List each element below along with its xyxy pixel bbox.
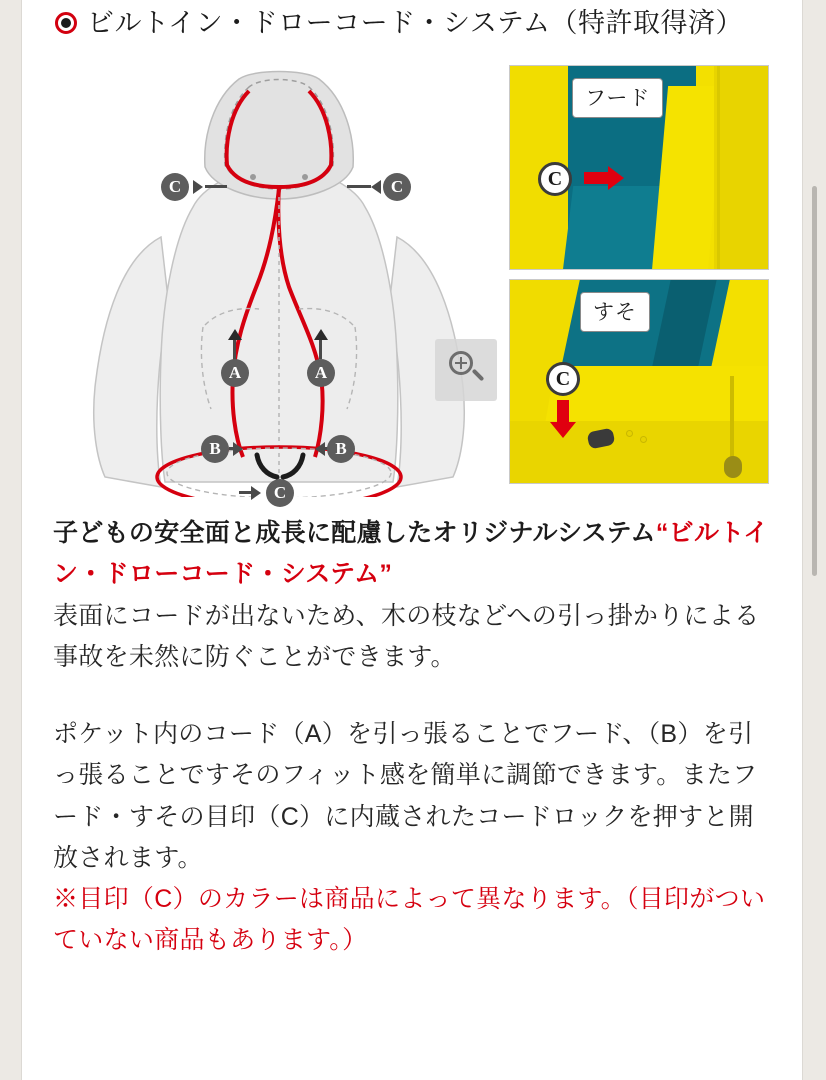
lead-plain-text: 子どもの安全面と成長に配慮したオリジナルシステム bbox=[53, 519, 656, 548]
body-text-block bbox=[53, 513, 772, 962]
diagram-tick-hood-left bbox=[205, 185, 227, 188]
lead-red-text: ビルトイン・ドローコード・システム bbox=[53, 519, 769, 589]
page-gutter-left bbox=[0, 0, 22, 1080]
diagram-arrow-hood-right-icon bbox=[371, 180, 381, 194]
diagram-arrow-a-left-icon bbox=[228, 329, 242, 340]
lead-quote-close: ” bbox=[379, 560, 393, 589]
diagram-marker-a-left: A bbox=[221, 359, 249, 387]
figure-row bbox=[53, 57, 772, 503]
diagram-arrow-c-hem-icon bbox=[251, 486, 261, 500]
photo-hood-marker-c: C bbox=[538, 162, 572, 196]
photo-hem-arrow-icon bbox=[550, 400, 576, 440]
jacket-line-drawing bbox=[53, 57, 505, 497]
photo-hood-label: フード bbox=[572, 78, 663, 118]
photo-hood[interactable] bbox=[509, 65, 769, 270]
jacket-diagram[interactable] bbox=[53, 57, 505, 503]
photo-hem-marker-c: C bbox=[546, 362, 580, 396]
diagram-arrow-b-left-icon bbox=[233, 442, 243, 456]
note-paragraph: ※目印（C）のカラーは商品によって異なります。（目印がついていない商品もあります。） bbox=[53, 885, 766, 955]
diagram-marker-b-left: B bbox=[201, 435, 229, 463]
diagram-tick-a-right bbox=[319, 337, 322, 359]
diagram-tick-a-left bbox=[233, 337, 236, 359]
photo-hem-label: すそ bbox=[580, 292, 650, 332]
paragraph-2: ポケット内のコード（A）を引っ張ることでフード、（B）を引っ張ることですそのフィット感を簡単に調節できます。またフード・すその目印（C）に内蔵されたコードロックを押すと開放されます。 bbox=[53, 720, 758, 872]
diagram-marker-b-right: B bbox=[327, 435, 355, 463]
red-ring-bullet-icon bbox=[53, 10, 79, 36]
diagram-marker-c-hem: C bbox=[266, 479, 294, 507]
diagram-marker-c-hood-left: C bbox=[161, 173, 189, 201]
article-content bbox=[23, 0, 802, 1080]
paragraph-spacer bbox=[53, 678, 772, 714]
lead-paragraph bbox=[53, 513, 772, 596]
photo-hem[interactable] bbox=[509, 279, 769, 484]
zoom-magnifier-icon[interactable] bbox=[435, 339, 497, 401]
diagram-arrow-b-right-icon bbox=[315, 442, 325, 456]
section-heading-text: ビルトイン・ドローコード・システム（特許取得済） bbox=[87, 8, 743, 38]
paragraph-1: 表面にコードが出ないため、木の枝などへの引っ掛かりによる事故を未然に防ぐことができます。 bbox=[53, 601, 760, 671]
scrollbar-track[interactable] bbox=[815, 0, 822, 1080]
section-heading bbox=[53, 0, 772, 43]
photo-column bbox=[509, 57, 771, 497]
diagram-marker-c-hood-right: C bbox=[383, 173, 411, 201]
lead-quote-open: “ bbox=[655, 519, 669, 548]
diagram-arrow-hood-left-icon bbox=[193, 180, 203, 194]
diagram-tick-hood-right bbox=[347, 185, 371, 188]
diagram-marker-a-right: A bbox=[307, 359, 335, 387]
scrollbar-thumb[interactable] bbox=[812, 186, 817, 576]
diagram-arrow-a-right-icon bbox=[314, 329, 328, 340]
